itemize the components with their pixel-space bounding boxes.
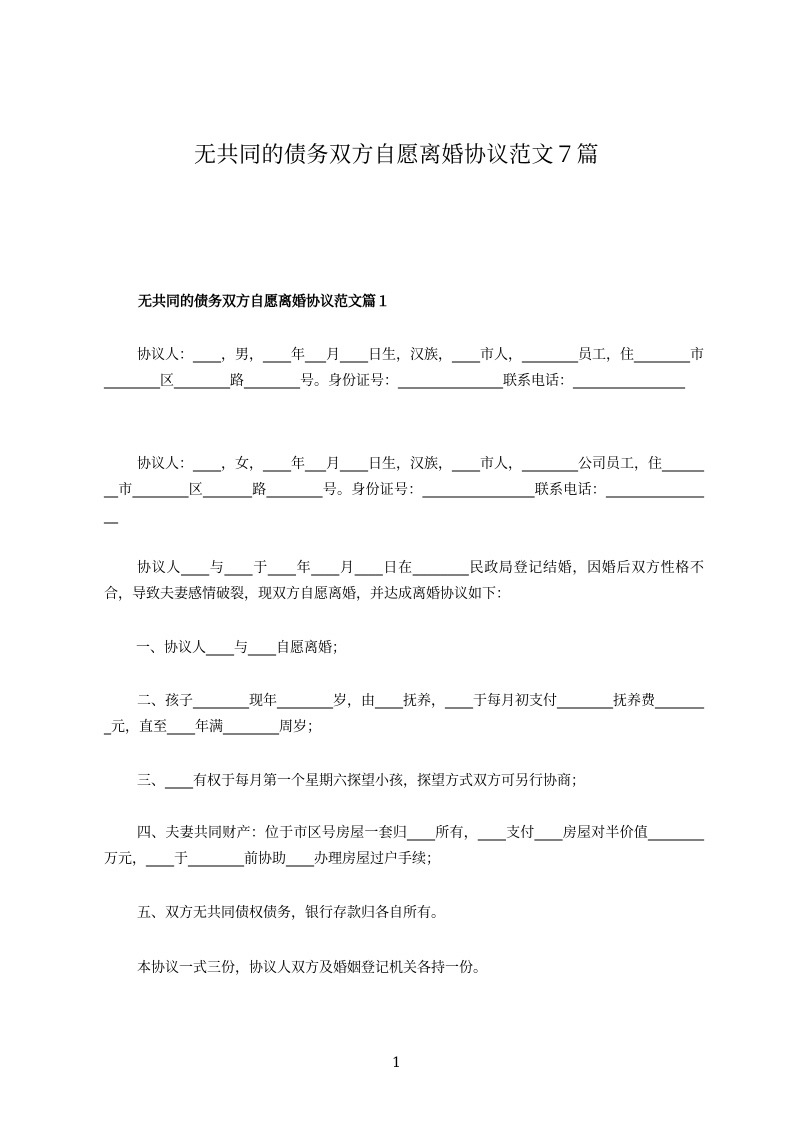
paragraph-copies: 本协议一式三份，协议人双方及婚姻登记机关各持一份。	[137, 960, 487, 976]
page-number: 1	[392, 1055, 401, 1071]
paragraph-clause-4: 四、夫妻共同财产：位于市区号房屋一套归____所有，____支付____房屋对半价值________万元，____于________前协助____办理房屋过户手续；	[104, 825, 704, 867]
paragraph-clause-1: 一、协议人____与____自愿离婚；	[136, 640, 346, 656]
paragraph-party-female: 协议人：____，女，____年___月____日生，汉族，____市人，________公司员工，住________市________区_______路________号。身份证号：________________联系电话：________________	[104, 456, 704, 524]
paragraph-marriage-background: 协议人____与____于____年____月____日在________民政局登记结婚，因婚后双方性格不合，导致夫妻感情破裂，现双方自愿离婚，并达成离婚协议如下：	[104, 560, 704, 602]
paragraph-party-male: 协议人：____，男，____年___月____日生，汉族，____市人，________员工，住________市________区________路________号。身份证号：_______________联系电话：________________	[104, 347, 704, 389]
paragraph-clause-2: 二、孩子________现年________岁，由____抚养，____于每月初支付________抚养费________元，直至____年满________周岁；	[104, 693, 704, 735]
document-title: 无共同的债务双方自愿离婚协议范文７篇	[193, 143, 599, 168]
section-heading: 无共同的债务双方自愿离婚协议范文篇１	[138, 294, 390, 310]
paragraph-clause-3: 三、____有权于每月第一个星期六探望小孩，探望方式双方可另行协商；	[137, 773, 585, 789]
paragraph-clause-5: 五、双方无共同债权债务，银行存款归各自所有。	[137, 905, 445, 921]
